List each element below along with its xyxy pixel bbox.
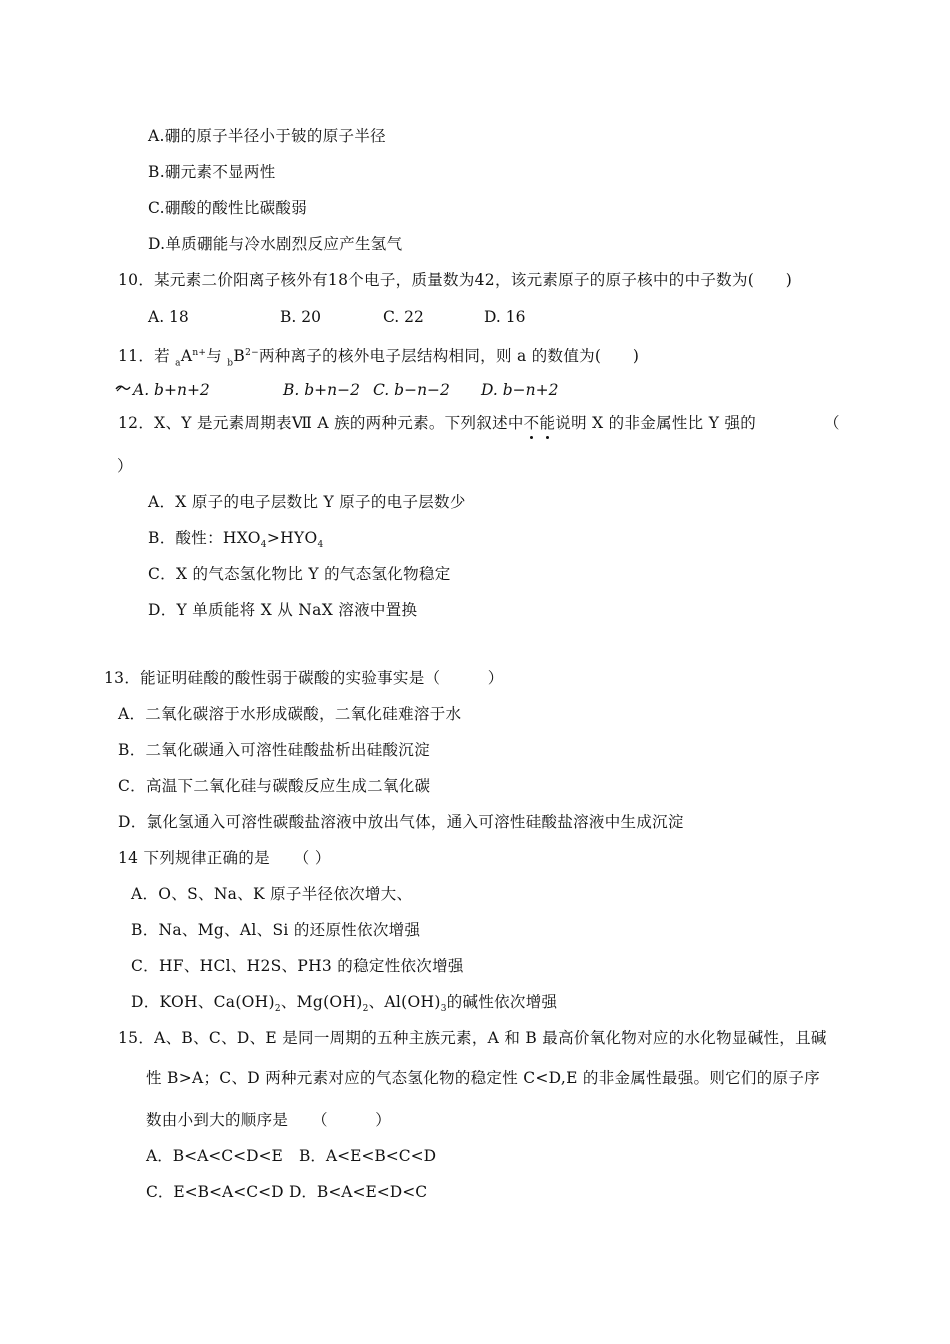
- q14-stem: 14 下列规律正确的是 （ ）: [118, 849, 331, 867]
- q12-option-c: C．X 的气态氢化物比 Y 的气态氢化物稳定: [148, 565, 451, 583]
- q12-option-b: B．酸性：$HXO_4>HYO_4$: [148, 529, 324, 551]
- q9-option-d: D.单质硼能与冷水剧烈反应产生氢气: [148, 235, 403, 253]
- q14-option-b: B．Na、Mg、Al、Si 的还原性依次增强: [131, 921, 421, 939]
- q12-option-d: D．Y 单质能将 X 从 NaX 溶液中置换: [148, 601, 418, 619]
- q13-stem: 13．能证明硅酸的酸性弱于碳酸的实验事实是（ ）: [104, 669, 504, 687]
- q12-option-a: A．X 原子的电子层数比 Y 原子的电子层数少: [148, 493, 466, 511]
- q10-stem: 10．某元素二价阳离子核外有18个电子，质量数为42，该元素原子的原子核中的中子数为( ): [118, 271, 793, 289]
- q15-line-2: 性 B>A；C、D 两种元素对应的气态氢化物的稳定性 C<D,E 的非金属性最强。则它们的原子序: [146, 1069, 820, 1087]
- q15-option-d: D．B<A<E<D<C: [289, 1183, 428, 1201]
- emphasis-not: 不: [523, 414, 540, 432]
- q13-option-c: C．高温下二氧化硅与碳酸反应生成二氧化碳: [118, 777, 431, 795]
- q9-option-a: A.硼的原子半径小于铍的原子半径: [148, 127, 386, 145]
- q10-option-a: A. 18: [148, 308, 189, 326]
- q11-stem: 11．若 $_aA^{n+}$与 $_bB^{2-}$两种离子的核外电子层结构相同，则 a 的数值为( ): [118, 347, 640, 369]
- q15-option-c: C．E<B<A<C<D: [146, 1183, 284, 1201]
- q15-line-3: 数由小到大的顺序是 （ ）: [146, 1111, 392, 1129]
- q9-option-c: C.硼酸的酸性比碳酸弱: [148, 199, 308, 217]
- q13-option-a: A．二氧化碳溶于水形成碳酸，二氧化硅难溶于水: [118, 705, 462, 723]
- emphasis-can: 能: [539, 414, 556, 432]
- pen-mark-icon: [115, 383, 131, 393]
- q10-option-c: C. 22: [383, 308, 424, 326]
- q11-option-d: D. b−n+2: [481, 381, 559, 399]
- q14-option-d: D．KOH、$Ca(OH)_2$、$Mg(OH)_2$、$Al(OH)_3$的碱性依次增强: [131, 993, 558, 1015]
- q12-stem: 12．X、Y 是元素周期表Ⅶ A 族的两种元素。下列叙述中不能说明 X 的非金属性比 Y 强的: [118, 414, 757, 432]
- q15-option-a: A．B<A<C<D<E: [146, 1147, 283, 1165]
- q15-option-b: B．A<E<B<C<D: [299, 1147, 437, 1165]
- q13-option-d: D．氯化氢通入可溶性碳酸盐溶液中放出气体，通入可溶性硅酸盐溶液中生成沉淀: [118, 813, 684, 831]
- q11-option-a: A. b+n+2: [133, 381, 210, 399]
- q15-line-1: 15．A、B、C、D、E 是同一周期的五种主族元素，A 和 B 最高价氧化物对应的水化物显碱性，且碱: [118, 1029, 827, 1047]
- q13-option-b: B．二氧化碳通入可溶性硅酸盐析出硅酸沉淀: [118, 741, 430, 759]
- q10-option-b: B. 20: [280, 308, 321, 326]
- q10-option-d: D. 16: [484, 308, 526, 326]
- q14-option-a: A．O、S、Na、K 原子半径依次增大、: [131, 885, 413, 903]
- q9-option-b: B.硼元素不显两性: [148, 163, 276, 181]
- q12-paren-open: （: [824, 414, 840, 432]
- q11-option-c: C. b−n−2: [373, 381, 450, 399]
- q14-option-c: C．HF、HCl、H2S、PH3 的稳定性依次增强: [131, 957, 464, 975]
- q11-option-b: B. b+n−2: [283, 381, 360, 399]
- q12-paren-close: ）: [117, 457, 133, 475]
